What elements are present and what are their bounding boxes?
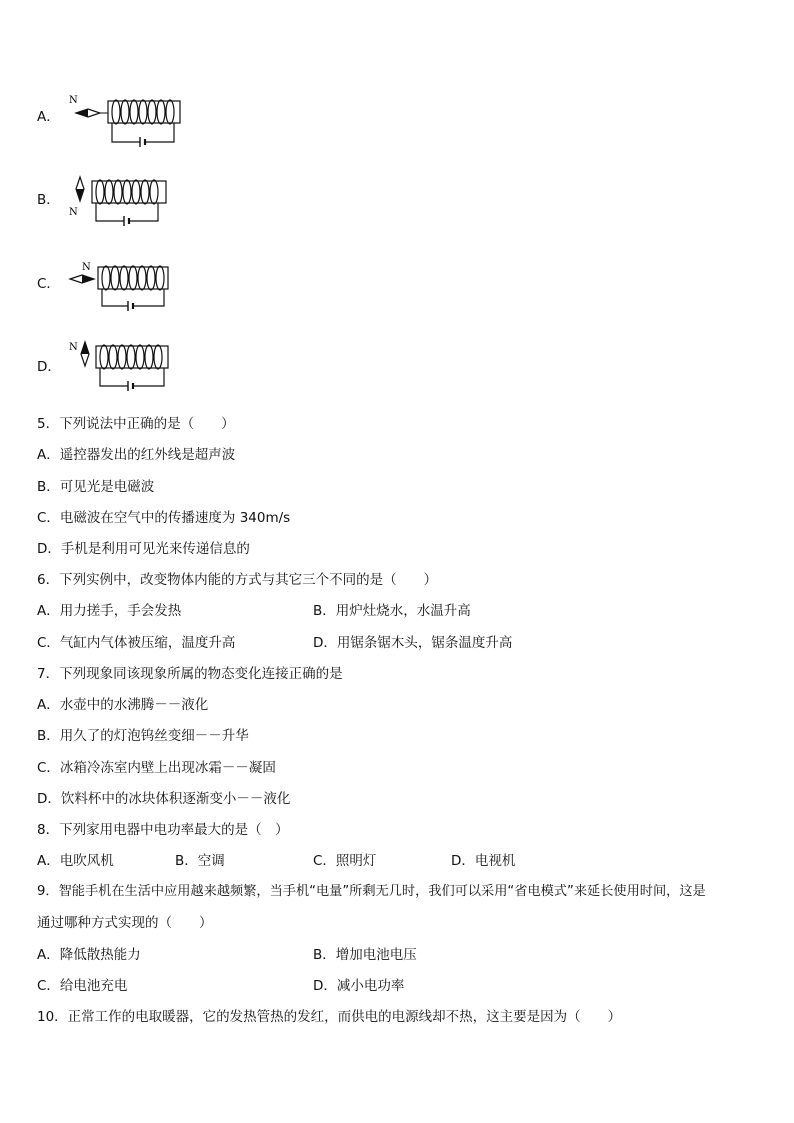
solenoid-figure-c <box>66 258 176 314</box>
q6-option-c: C．气缸内气体被压缩，温度升高 <box>37 635 236 651</box>
q6-option-a: A．用力搓手，手会发热 <box>37 603 182 619</box>
q8-option-d: D．电视机 <box>451 853 516 869</box>
figure-option-d-label: D． <box>37 359 61 375</box>
q7-stem: 7．下列现象同该现象所属的物态变化连接正确的是 <box>37 666 343 682</box>
q7-option-b: B．用久了的灯泡钨丝变细－－升华 <box>37 728 249 744</box>
solenoid-figure-b <box>66 173 176 229</box>
q8-option-b: B．空调 <box>175 853 225 869</box>
q9-option-d: D．减小电功率 <box>313 978 405 994</box>
north-pole-label: N <box>69 342 78 353</box>
q8-option-a: A．电吹风机 <box>37 853 114 869</box>
q9-option-a: A．降低散热能力 <box>37 947 141 963</box>
q9-option-b: B．增加电池电压 <box>313 947 417 963</box>
q9-option-c: C．给电池充电 <box>37 978 128 994</box>
q8-option-c: C．照明灯 <box>313 853 377 869</box>
q6-option-b: B．用炉灶烧水，水温升高 <box>313 603 471 619</box>
q8-stem: 8．下列家用电器中电功率最大的是（ ） <box>37 822 289 838</box>
q5-option-c: C．电磁波在空气中的传播速度为 340m/s <box>37 510 291 526</box>
q9-stem-line1: 9．智能手机在生活中应用越来越频繁，当手机“电量”所剩无几时，我们可以采用“省电模式”来延长使用时间，这是 <box>37 884 706 899</box>
q6-stem: 6．下列实例中，改变物体内能的方式与其它三个不同的是（ ） <box>37 572 438 588</box>
figure-option-c-label: C． <box>37 276 60 292</box>
q5-option-a: A．遥控器发出的红外线是超声波 <box>37 447 236 463</box>
q5-option-b: B．可见光是电磁波 <box>37 479 155 495</box>
north-pole-label: N <box>82 262 91 273</box>
north-pole-label: N <box>69 95 78 106</box>
q7-option-d: D．饮料杯中的冰块体积逐渐变小－－液化 <box>37 791 291 807</box>
q7-option-a: A．水壶中的水沸腾－－液化 <box>37 697 209 713</box>
solenoid-figure-a <box>66 92 186 148</box>
north-pole-label: N <box>69 207 78 218</box>
q5-stem: 5．下列说法中正确的是（ ） <box>37 416 235 432</box>
figure-option-a-label: A． <box>37 109 60 125</box>
solenoid-figure-d <box>66 338 176 394</box>
q9-stem-line2: 通过哪种方式实现的（ ） <box>37 915 213 931</box>
q10-stem: 10．正常工作的电取暖器，它的发热管热的发红，而供电的电源线却不热，这主要是因为（ ） <box>37 1009 622 1025</box>
q7-option-c: C．冰箱冷冻室内壁上出现冰霜－－凝固 <box>37 760 276 776</box>
figure-option-b-label: B． <box>37 192 60 208</box>
q5-option-d: D．手机是利用可见光来传递信息的 <box>37 541 250 557</box>
q6-option-d: D．用锯条锯木头，锯条温度升高 <box>313 635 513 651</box>
